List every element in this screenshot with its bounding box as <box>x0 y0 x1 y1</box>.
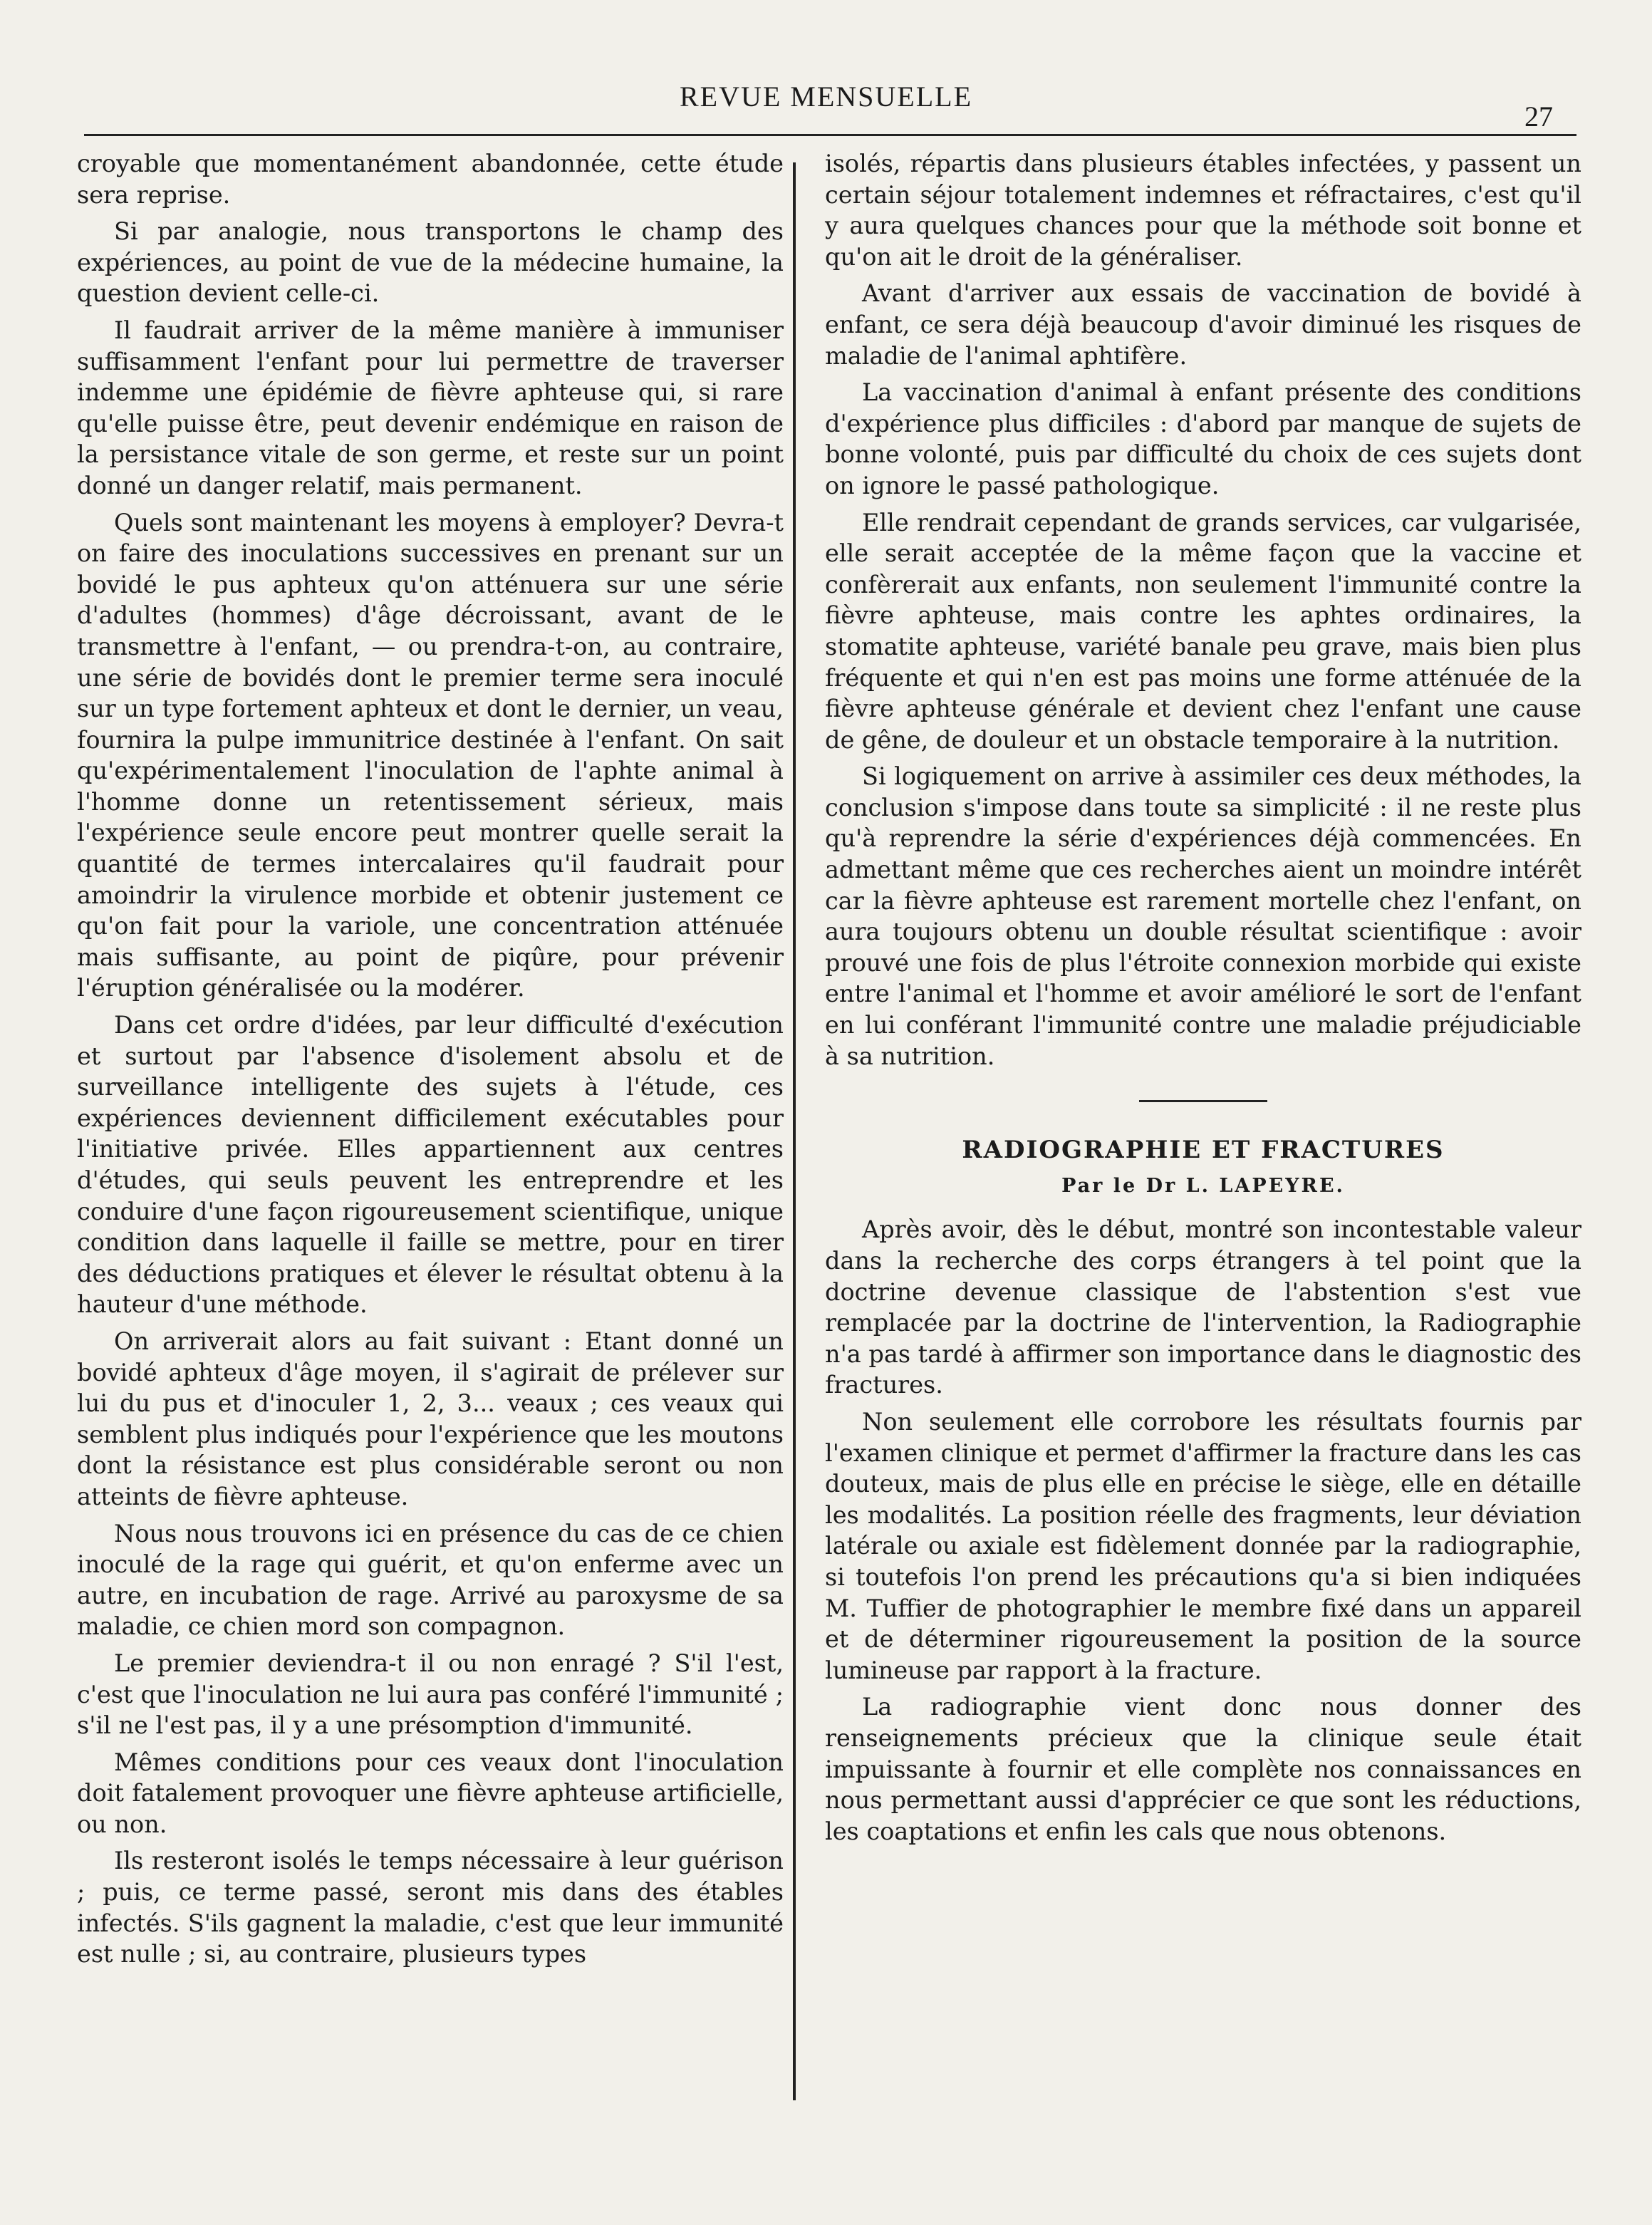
paragraph: isolés, répartis dans plusieurs étables infectées, y passent un certain séjour totalement indemnes et réfractaires, c'est qu'il y aura quelques chances pour que la méthode soit bonne et qu'on ait le droit de la généraliser. <box>825 150 1581 271</box>
paragraph: Le premier deviendra-t il ou non enragé ? S'il l'est, c'est que l'inoculation ne lui aura pas conféré l'immunité ; s'il ne l'est pas, il y a une présomption d'immunité. <box>77 1649 784 1740</box>
paragraph: Si par analogie, nous transportons le champ des expériences, au point de vue de la médecine humaine, la question devient celle-ci. <box>77 217 784 308</box>
section-separator <box>1139 1100 1267 1102</box>
paragraph: La vaccination d'animal à enfant présente des conditions d'expérience plus difficiles : d'abord par manque de sujets de bonne volonté, puis par difficulté du choix de ces sujets dont on ignore le passé pathologique. <box>825 378 1581 499</box>
paragraph: Après avoir, dès le début, montré son incontestable valeur dans la recherche des corps étrangers à tel point que la doctrine devenue classique de l'abstention s'est vue remplacée par la doctrine de l'intervention, la Radiographie n'a pas tardé à affirmer son importance dans le diagnostic des fractures. <box>825 1215 1581 1399</box>
right-column <box>825 148 1581 1852</box>
paragraph: croyable que momentanément abandonnée, cette étude sera reprise. <box>77 150 784 209</box>
paragraph: Nous nous trouvons ici en présence du cas de ce chien inoculé de la rage qui guérit, et qu'on enferme avec un autre, en incubation de rage. Arrivé au paroxysme de sa maladie, ce chien mord son compagnon. <box>77 1519 784 1641</box>
paragraph: Quels sont maintenant les moyens à employer? Devra-t on faire des inoculations successives en prenant sur un bovidé le pus aphteux qu'on atténuera sur une série d'adultes (hommes) d'âge décroissant, avant de le transmettre à l'enfant, — ou prendra-t-on, au contraire, une série de bovidés dont le premier terme sera inoculé sur un type fortement aphteux et dont le dernier, un veau, fournira la pulpe immunitrice destinée à l'enfant. On sait qu'expérimentalement l'inoculation de l'aphte animal à l'homme donne un retentissement sérieux, mais l'expérience seule encore peut montrer quelle serait la quantité de termes intercalaires qu'il faudrait pour amoindrir la virulence morbide et obtenir justement ce qu'on fait pour la variole, une concentration atténuée mais suffisante, au point de piqûre, pour prévenir l'éruption généralisée ou la modérer. <box>77 508 784 1002</box>
paragraph: Elle rendrait cependant de grands services, car vulgarisée, elle serait acceptée de la même façon que la vaccine et confèrerait aux enfants, non seulement l'immunité contre la fièvre aphteuse, mais contre les aphtes ordinaires, la stomatite aphteuse, variété banale peu grave, mais bien plus fréquente et qui n'en est pas moins une forme atténuée de la fièvre aphteuse générale et devient chez l'enfant une cause de gêne, de douleur et un obstacle temporaire à la nutrition. <box>825 508 1581 754</box>
column-divider <box>793 162 796 2100</box>
header-rule <box>84 134 1576 136</box>
article-byline: Par le Dr L. LAPEYRE. <box>1061 1174 1345 1197</box>
paragraph: La radiographie vient donc nous donner des renseignements précieux que la clinique seule était impuissante à fournir et elle complète nos connaissances en nous permettant aussi d'apprécier ce que sont les réductions, les coaptations et enfin les cals que nous obtenons. <box>825 1693 1581 1845</box>
paragraph: Si logiquement on arrive à assimiler ces deux méthodes, la conclusion s'impose dans toute sa simplicité : il ne reste plus qu'à reprendre la série d'expériences déjà commencées. En admettant même que ces recherches aient un moindre intérêt car la fièvre aphteuse est rarement mortelle chez l'enfant, on aura toujours obtenu un double résultat scientifique : avoir prouvé une fois de plus l'étroite connexion morbide qui existe entre l'animal et l'homme et avoir amélioré le sort de l'enfant en lui conférant l'immunité contre une maladie préjudiciable à sa nutrition. <box>825 762 1581 1070</box>
paragraph: Il faudrait arriver de la même manière à immuniser suffisamment l'enfant pour lui permettre de traverser indemme une épidémie de fièvre aphteuse qui, si rare qu'elle puisse être, peut devenir endémique en raison de la persistance vitale de son germe, et reste sur un point donné un danger relatif, mais permanent. <box>77 316 784 499</box>
article-title: RADIOGRAPHIE ET FRACTURES <box>962 1136 1445 1165</box>
paragraph: Avant d'arriver aux essais de vaccination de bovidé à enfant, ce sera déjà beaucoup d'avoir diminué les risques de maladie de l'animal aphtifère. <box>825 279 1581 370</box>
left-column <box>77 148 784 1976</box>
paragraph: Non seulement elle corrobore les résultats fournis par l'examen clinique et permet d'affirmer la fracture dans les cas douteux, mais de plus elle en précise le siège, elle en détaille les modalités. La position réelle des fragments, leur déviation latérale ou axiale est fidèlement donnée par la radiographie, si toutefois l'on prend les précautions qu'a si bien indiquées M. Tuffier de photographier le membre fixé dans un appareil et de déterminer rigoureusement la position de la source lumineuse par rapport à la fracture. <box>825 1407 1581 1684</box>
paragraph: Mêmes conditions pour ces veaux dont l'inoculation doit fatalement provoquer une fièvre aphteuse artificielle, ou non. <box>77 1748 784 1838</box>
running-title: REVUE MENSUELLE <box>679 81 973 113</box>
paragraph: Ils resteront isolés le temps nécessaire à leur guérison ; puis, ce terme passé, seront mis dans des étables infectés. S'ils gagnent la maladie, c'est que leur immunité est nulle ; si, au contraire, plusieurs types <box>77 1847 784 1969</box>
paragraph: Dans cet ordre d'idées, par leur difficulté d'exécution et surtout par l'absence d'isolement absolu et de surveillance intelligente des sujets à l'étude, ces expériences deviennent difficilement exécutables pour l'initiative privée. Elles appartiennent aux centres d'études, qui seuls peuvent les entreprendre et les conduire d'une façon rigoureusement scientifique, unique condition dans laquelle il faille se mettre, pour en tirer des déductions pratiques et élever le résultat obtenu à la hauteur d'une méthode. <box>77 1011 784 1319</box>
page-number: 27 <box>1524 100 1553 133</box>
paragraph: On arriverait alors au fait suivant : Etant donné un bovidé aphteux d'âge moyen, il s'agirait de prélever sur lui du pus et d'inoculer 1, 2, 3... veaux ; ces veaux qui semblent plus indiqués pour l'expérience que les moutons dont la résistance est plus considérable seront ou non atteints de fièvre aphteuse. <box>77 1327 784 1510</box>
